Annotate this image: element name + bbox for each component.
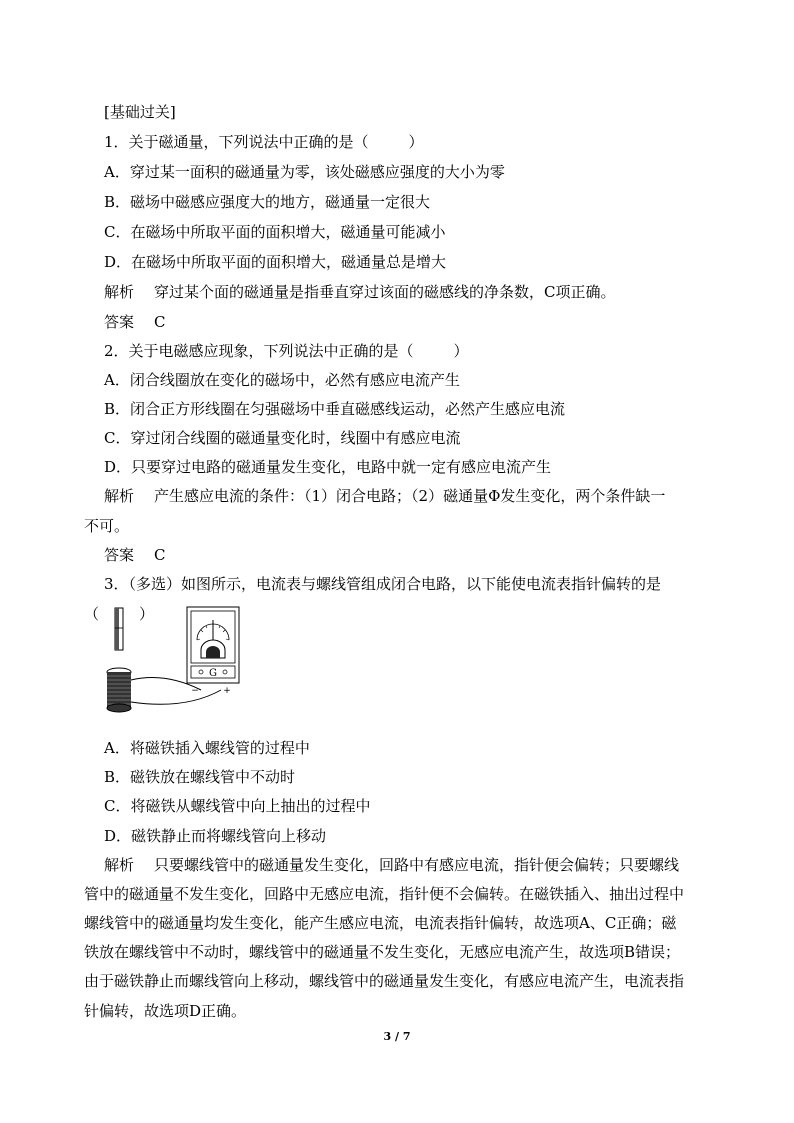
answer-label: 答案 (104, 313, 135, 331)
q1-answer-value: C (154, 313, 166, 331)
q3-analysis-line-2: 管中的磁通量不发生变化，回路中无感应电流，指针便不会偏转。在磁铁插入、抽出过程中 (84, 885, 685, 903)
q2-analysis-continued: 不可。 (84, 517, 130, 535)
bar-magnet (115, 608, 123, 650)
q3-analysis (104, 856, 679, 874)
q3-option-b: B．磁铁放在螺线管中不动时 (104, 768, 296, 786)
minus-terminal-label: − (191, 686, 199, 696)
answer-label: 答案 (104, 546, 135, 564)
q3-analysis-line-3: 螺线管中的磁通量均发生变化，能产生感应电流，电流表指针偏转，故选项A、C正确；磁 (84, 914, 677, 932)
q3-paren-close: ） (139, 605, 155, 623)
meter-label: G (209, 668, 217, 679)
q1-option-d: D．在磁场中所取平面的面积增大，磁通量总是增大 (104, 253, 447, 271)
q2-stem-text: 2．关于电磁感应现象，下列说法中正确的是（ (104, 342, 414, 360)
q3-analysis-line-6: 针偏转，故选项D正确。 (84, 1002, 247, 1020)
q1-analysis (104, 283, 616, 301)
q2-option-b: B．闭合正方形线圈在匀强磁场中垂直磁感线运动，必然产生感应电流 (104, 400, 566, 418)
solenoid-coil (107, 668, 131, 712)
q2-stem (104, 342, 469, 360)
q3-option-c: C．将磁铁从螺线管中向上抽出的过程中 (104, 797, 371, 815)
q2-option-d: D．只要穿过电路的磁通量发生变化，电路中就一定有感应电流产生 (104, 458, 552, 476)
q3-option-d: D．磁铁静止而将螺线管向上移动 (104, 827, 327, 845)
q1-option-c: C．在磁场中所取平面的面积增大，磁通量可能减小 (104, 223, 446, 241)
analysis-label: 解析 (104, 856, 135, 874)
wire-positive (131, 690, 221, 704)
q2-answer-value: C (154, 546, 166, 564)
q1-stem-close: ） (408, 133, 424, 151)
analysis-label: 解析 (104, 283, 135, 301)
q2-stem-close: ） (453, 342, 469, 360)
q1-option-b: B．磁场中磁感应强度大的地方，磁通量一定很大 (104, 193, 431, 211)
analysis-label: 解析 (104, 487, 135, 505)
q2-option-c: C．穿过闭合线圈的磁通量变化时，线圈中有感应电流 (104, 429, 461, 447)
circuit-figure (105, 606, 245, 721)
q1-analysis-text: 穿过某个面的磁通量是指垂直穿过该面的磁感线的净条数，C项正确。 (154, 283, 616, 301)
plus-terminal-label: + (223, 686, 231, 696)
q1-stem-text: 1．关于磁通量，下列说法中正确的是（ (104, 133, 369, 151)
q1-stem (104, 133, 424, 151)
q2-analysis (104, 487, 665, 505)
galvanometer (187, 607, 239, 696)
q2-option-a: A．闭合线圈放在变化的磁场中，必然有感应电流产生 (104, 371, 460, 389)
q1-option-a: A．穿过某一面积的磁通量为零，该处磁感应强度的大小为零 (104, 163, 505, 181)
q3-stem: 3．（多选）如图所示，电流表与螺线管组成闭合电路，以下能使电流表指针偏转的是 (104, 575, 662, 593)
page-number: 3 / 7 (383, 1030, 411, 1043)
q2-analysis-text: 产生感应电流的条件：（1）闭合电路；（2）磁通量Φ发生变化，两个条件缺一 (154, 487, 666, 505)
q3-analysis-line-5: 由于磁铁静止而螺线管向上移动，螺线管中的磁通量发生变化，有感应电流产生，电流表指 (84, 972, 685, 990)
q3-analysis-line-4: 铁放在螺线管中不动时，螺线管中的磁通量不发生变化，无感应电流产生，故选项B错误； (84, 943, 681, 961)
q1-answer (104, 313, 166, 331)
q3-paren-open: （ (84, 605, 100, 623)
q3-option-a: A．将磁铁插入螺线管的过程中 (104, 739, 310, 757)
q3-analysis-text: 只要螺线管中的磁通量发生变化，回路中有感应电流，指针便会偏转；只要螺线 (154, 856, 680, 874)
q2-answer (104, 546, 166, 564)
section-title: [基础过关] (104, 103, 176, 121)
